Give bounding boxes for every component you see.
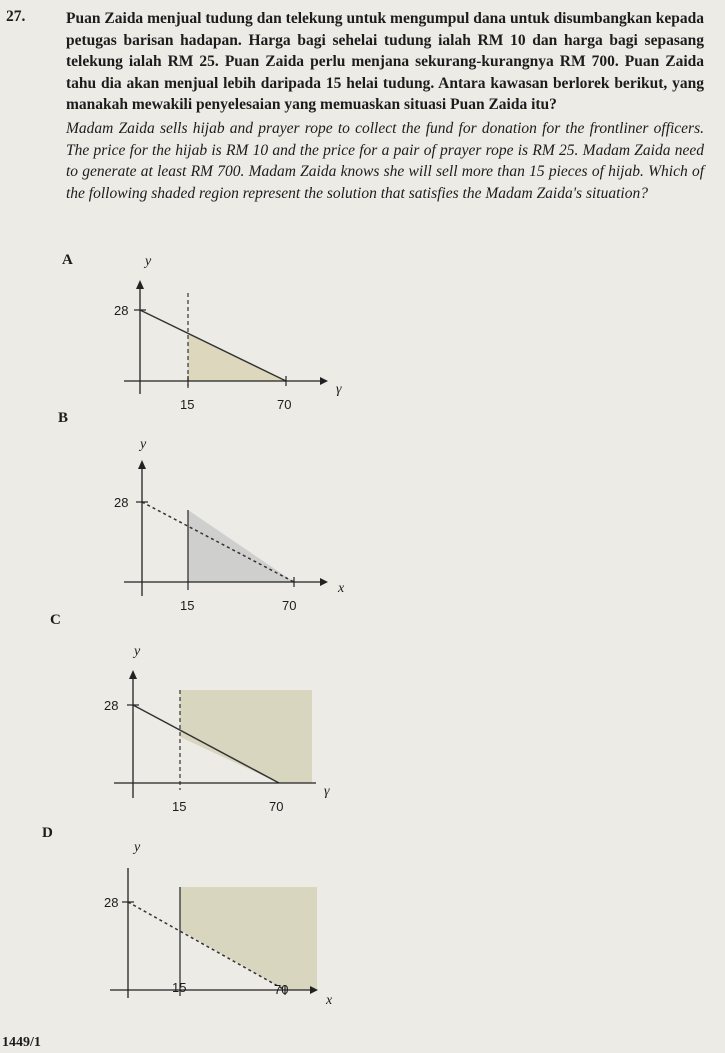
option-a-y-label: y <box>145 254 152 269</box>
option-b-x-label: x <box>338 581 345 596</box>
option-c-y-label: y <box>134 644 141 659</box>
question-text-malay: Puan Zaida menjual tudung dan telekung untuk mengumpul dana untuk disumbangkan kepada petugas barisan hadapan. Harga bagi sehelai tudung ialah RM 10 dan harga bagi sepasang telekung ialah RM 25. Puan Zaida perlu menjana sekurang-kurangnya RM 700. Puan Zaida tahu dia akan menjual lebih daripada 15 helai tudung. Antara kawasan berlorek berikut, yang manakah mewakili penyelesaian yang memuaskan situasi Puan Zaida itu? <box>66 10 704 113</box>
paper-code: 1449/1 <box>2 1035 41 1050</box>
question-number: 27. <box>6 8 26 25</box>
option-a-y-tick: 28 <box>114 303 129 318</box>
option-b-graph[interactable] <box>100 430 350 620</box>
option-b-shaded-region <box>188 510 294 582</box>
option-d-x-tick-15: 15 <box>172 980 187 995</box>
option-b-x-tick-70: 70 <box>282 598 297 613</box>
option-a-graph[interactable] <box>100 248 350 418</box>
option-b-y-arrow <box>138 460 146 469</box>
option-b-x-tick-15: 15 <box>180 598 195 613</box>
option-a-y-arrow <box>136 280 144 289</box>
option-d-graph[interactable] <box>82 838 332 1008</box>
option-b-label[interactable]: B <box>58 410 69 426</box>
option-c-x-tick-15: 15 <box>172 799 187 814</box>
option-d-y-label: y <box>134 840 141 855</box>
option-a-label[interactable]: A <box>62 252 73 268</box>
option-c-label[interactable]: C <box>50 612 61 628</box>
option-d-shaded-region <box>180 887 317 990</box>
option-c-x-label: γ <box>324 784 330 799</box>
option-d-x-label: x <box>326 993 333 1008</box>
option-d-label[interactable]: D <box>42 825 53 841</box>
option-a-x-tick-70: 70 <box>277 397 292 412</box>
option-d-x-tick-70: 70 <box>274 982 289 997</box>
option-a-x-label: γ <box>336 382 342 397</box>
option-c-x-tick-70: 70 <box>269 799 284 814</box>
option-d-y-tick: 28 <box>104 895 119 910</box>
option-c-graph[interactable] <box>90 640 340 820</box>
option-b-y-label: y <box>140 437 147 452</box>
option-b-y-tick: 28 <box>114 495 129 510</box>
option-a-x-arrow <box>320 377 328 385</box>
option-b-x-arrow <box>320 578 328 586</box>
question-text-english: Madam Zaida sells hijab and prayer rope to collect the fund for donation for the frontliner officers. The price for the hijab is RM 10 and the price for a pair of prayer rope is RM 25. Madam Zaida need to generate at least RM 700. Madam Zaida knows she will sell more than 15 pieces of hijab. Which of the following shaded region represent the solution that satisfies the Madam Zaida's situation? <box>66 120 704 202</box>
option-c-y-arrow <box>129 670 137 679</box>
option-a-x-tick-15: 15 <box>180 397 195 412</box>
option-c-y-tick: 28 <box>104 698 119 713</box>
option-c-shaded-region <box>180 690 312 783</box>
